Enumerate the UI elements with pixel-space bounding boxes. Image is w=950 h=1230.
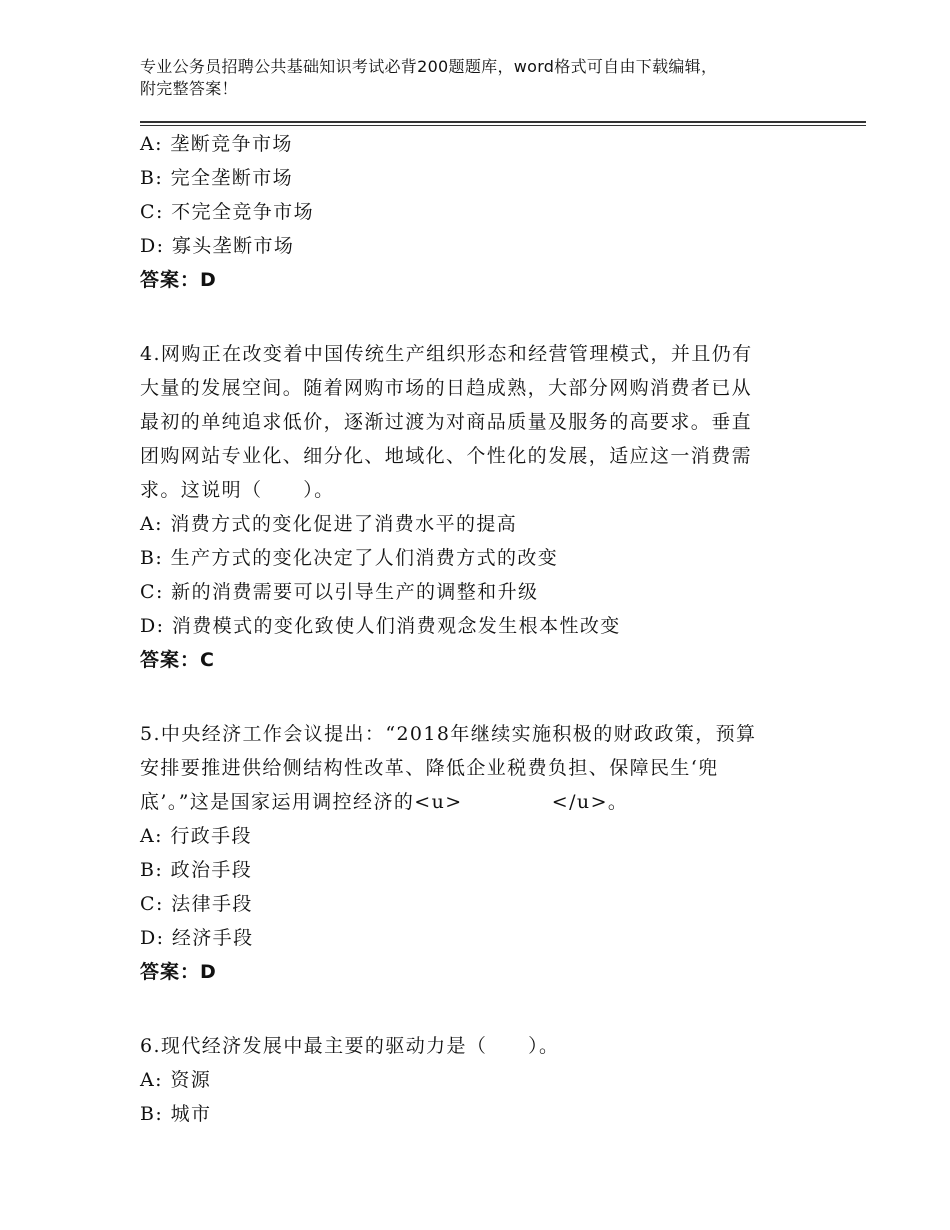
header-line-2: 附完整答案！ xyxy=(140,79,238,98)
option-a: A: 行政手段 xyxy=(140,825,252,847)
answer-line: 答案：D xyxy=(140,961,217,983)
question-text-line: 安排要推进供给侧结构性改革、降低企业税费负担、保障民生‘兜 xyxy=(140,757,719,779)
page-header xyxy=(140,56,830,100)
option-b: B: 政治手段 xyxy=(140,859,253,881)
question-text-line: 大量的发展空间。随着网购市场的日趋成熟，大部分网购消费者已从 xyxy=(140,377,753,399)
option-c: C: 法律手段 xyxy=(140,893,253,915)
question-text-line: 5.中央经济工作会议提出：“2018年继续实施积极的财政政策，预算 xyxy=(140,723,757,745)
header-divider-thin xyxy=(140,125,866,126)
document-body xyxy=(140,127,820,1131)
question-text-line: 6.现代经济发展中最主要的驱动力是（ ）。 xyxy=(140,1035,560,1057)
option-b: B: 生产方式的变化决定了人们消费方式的改变 xyxy=(140,547,559,569)
question-block-4 xyxy=(140,337,820,677)
question-block-5 xyxy=(140,717,820,989)
question-text-line: 团购网站专业化、细分化、地域化、个性化的发展，适应这一消费需 xyxy=(140,445,753,467)
option-d: D: 寡头垄断市场 xyxy=(140,235,295,257)
answer-line: 答案：D xyxy=(140,269,217,291)
option-d: D: 消费模式的变化致使人们消费观念发生根本性改变 xyxy=(140,615,621,637)
option-c: C: 不完全竞争市场 xyxy=(140,201,314,223)
question-block-6 xyxy=(140,1029,820,1131)
header-divider-thick xyxy=(140,121,866,123)
option-b: B: 完全垄断市场 xyxy=(140,167,294,189)
option-b: B: 城市 xyxy=(140,1103,212,1125)
question-block-3 xyxy=(140,127,820,297)
option-a: A: 消费方式的变化促进了消费水平的提高 xyxy=(140,513,518,535)
question-text-line: 底’。”这是国家运用调控经济的<u> </u>。 xyxy=(140,791,629,813)
option-a: A: 资源 xyxy=(140,1069,212,1091)
answer-line: 答案：C xyxy=(140,649,215,671)
question-text-line: 最初的单纯追求低价，逐渐过渡为对商品质量及服务的高要求。垂直 xyxy=(140,411,753,433)
option-d: D: 经济手段 xyxy=(140,927,254,949)
question-text-line: 4.网购正在改变着中国传统生产组织形态和经营管理模式，并且仍有 xyxy=(140,343,753,365)
question-text-line: 求。这说明（ ）。 xyxy=(140,479,335,501)
option-a: A: 垄断竞争市场 xyxy=(140,133,293,155)
header-line-1: 专业公务员招聘公共基础知识考试必背200题题库，word格式可自由下载编辑， xyxy=(140,57,718,76)
option-c: C: 新的消费需要可以引导生产的调整和升级 xyxy=(140,581,539,603)
